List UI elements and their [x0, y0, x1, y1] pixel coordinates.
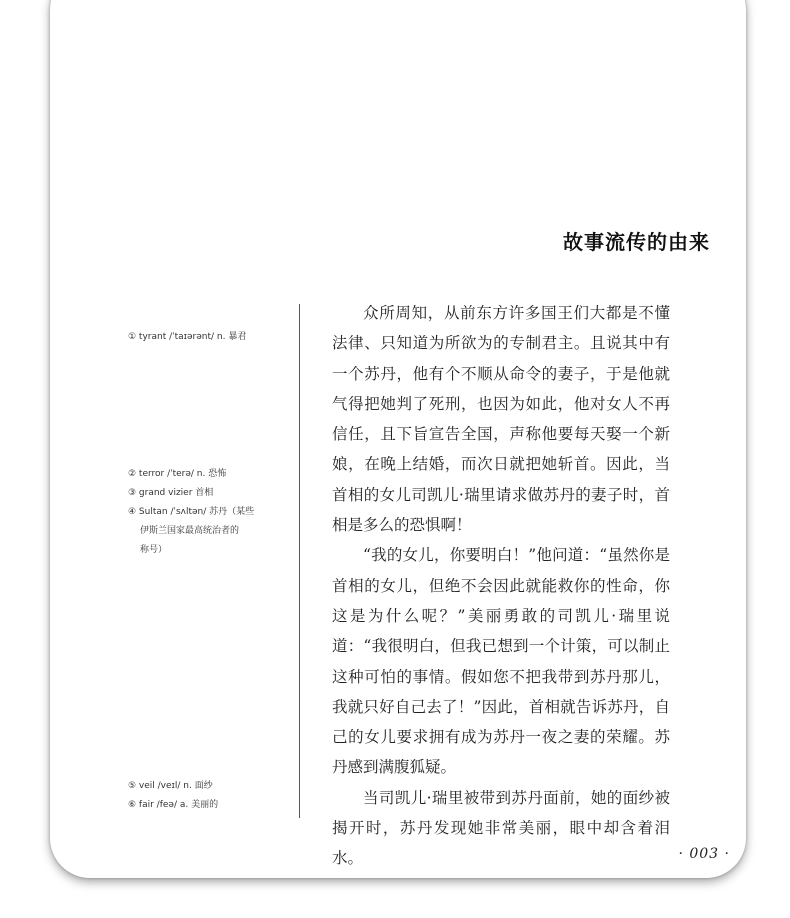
footnote-grand-vizier: ③ grand vizier 首相	[128, 488, 214, 498]
footnote-veil: ⑤ veil /veɪl/ n. 面纱	[128, 781, 213, 791]
footnote-sultan-continued: 伊斯兰国家最高统治者的	[140, 526, 240, 536]
footnote-terror: ② terror /ˈterə/ n. 恐怖	[128, 469, 227, 479]
footnote-fair: ⑥ fair /feə/ a. 美丽的	[128, 800, 219, 810]
margin-notes-group-2	[128, 465, 288, 560]
margin-divider	[299, 304, 300, 818]
margin-notes-group-3	[128, 777, 288, 815]
page-number: · 003 ·	[678, 846, 730, 862]
footnote-sultan-end: 称号）	[140, 545, 168, 555]
story-body	[332, 298, 670, 874]
chapter-title: 故事流传的由来	[563, 230, 710, 254]
footnote-tyrant: ① tyrant /ˈtaɪərənt/ n. 暴君	[128, 332, 247, 342]
paragraph-1: 众所周知，从前东方许多国王们大都是不懂法律、只知道为所欲为的专制君主。且说其中有一个苏丹，他有个不顺从命令的妻子，于是他就气得把她判了死刑，也因为如此，他对女人不再信任，且下旨宣告全国，声称他要每天娶一个新娘，在晚上结婚，而次日就把她斩首。因此，当首相的女儿司凯儿·瑞里请求做苏丹的妻子时，首相是多么的恐惧啊！	[332, 304, 670, 535]
paragraph-2: “我的女儿，你要明白！”他问道：“虽然你是首相的女儿，但绝不会因此就能救你的性命，你这是为什么呢？”美丽勇敢的司凯儿·瑞里说道：“我很明白，但我已想到一个计策，可以制止这种可怕的事情。假如您不把我带到苏丹那儿，我就只好自己去了！”因此，首相就告诉苏丹，自己的女儿要求拥有成为苏丹一夜之妻的荣耀。苏丹感到满腹狐疑。	[332, 546, 670, 777]
margin-notes-group-1	[128, 328, 288, 347]
footnote-sultan: ④ Sultan /ˈsʌltən/ 苏丹（某些	[128, 507, 255, 517]
paragraph-3: 当司凯儿·瑞里被带到苏丹面前，她的面纱被揭开时，苏丹发现她非常美丽，眼中却含着泪水。	[332, 788, 670, 868]
